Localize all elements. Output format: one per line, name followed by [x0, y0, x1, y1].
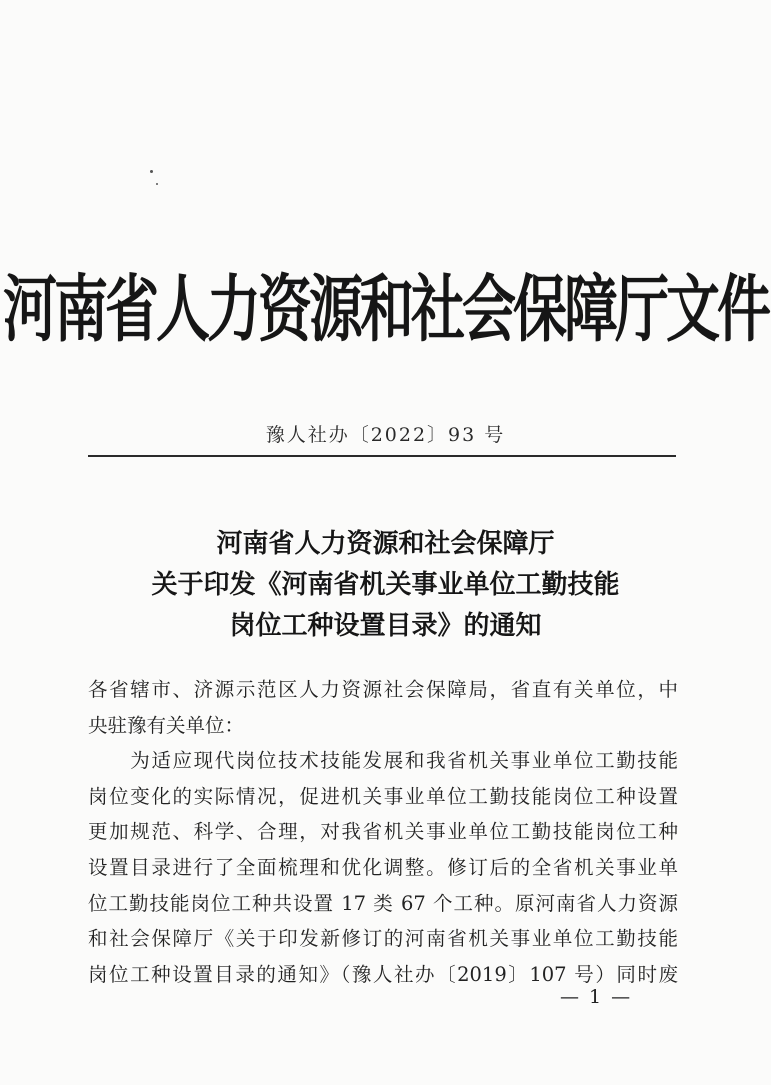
- scan-speck: [150, 170, 153, 173]
- page-number: — 1 —: [560, 986, 633, 1008]
- body-line: 各省辖市、济源示范区人力资源社会保障局，省直有关单位，中: [88, 678, 678, 701]
- body-line: 岗位工种设置目录的通知》（豫人社办〔2019〕107 号）同时废: [88, 962, 678, 986]
- body-line: 位工勤技能岗位工种共设置 17 类 67 个工种。原河南省人力资源: [88, 891, 678, 915]
- header-divider-line: [88, 455, 676, 457]
- document-number: 豫人社办〔2022〕93 号: [265, 424, 506, 446]
- notice-title-line: 关于印发《河南省机关事业单位工勤技能: [151, 570, 620, 600]
- issuing-authority-header: 河南省人力资源和社会保障厅文件: [3, 266, 768, 352]
- notice-title-line: 河南省人力资源和社会保障厅: [216, 529, 555, 559]
- body-line: 为适应现代岗位技术技能发展和我省机关事业单位工勤技能: [88, 749, 678, 773]
- notice-title: [0, 524, 771, 647]
- notice-body: [88, 672, 678, 992]
- notice-title-line: 岗位工种设置目录》的通知: [229, 611, 542, 641]
- body-line: 央驻豫有关单位：: [88, 713, 245, 737]
- scan-speck: [156, 183, 158, 185]
- body-line: 岗位变化的实际情况，促进机关事业单位工勤技能岗位工种设置: [88, 784, 678, 808]
- body-line: 和社会保障厅《关于印发新修订的河南省机关事业单位工勤技能: [88, 927, 678, 951]
- body-line: 更加规范、科学、合理，对我省机关事业单位工勤技能岗位工种: [88, 820, 678, 844]
- body-line: 设置目录进行了全面梳理和优化调整。修订后的全省机关事业单: [88, 855, 678, 879]
